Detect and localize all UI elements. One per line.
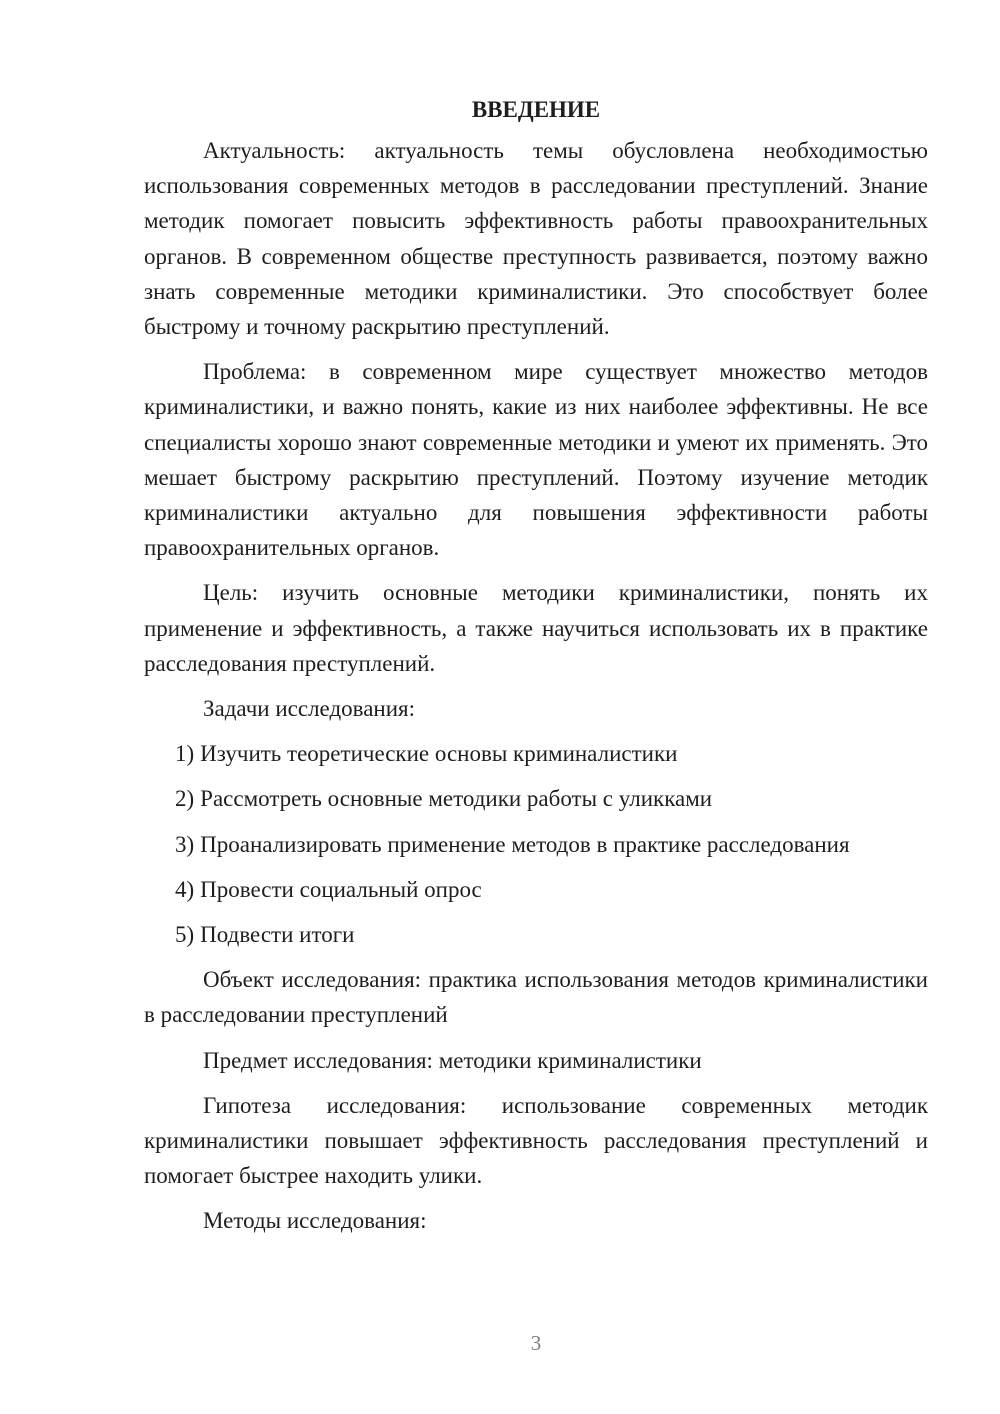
methods-heading: Методы исследования: — [203, 1208, 427, 1234]
task-text: Рассмотреть основные методики работы с уликками — [200, 786, 713, 812]
document-page — [144, 92, 928, 1239]
subject-paragraph: Предмет исследования: методики криминалистики — [203, 1047, 702, 1073]
task-number: 1) — [175, 741, 195, 767]
tasks-list — [144, 736, 928, 952]
list-item — [144, 872, 928, 907]
list-item — [144, 827, 928, 862]
object-paragraph: Объект исследования: практика использования методов криминалистики в расследовании преступлений — [144, 967, 928, 1028]
task-text: Провести социальный опрос — [200, 876, 482, 902]
task-text: Подвести итоги — [200, 922, 355, 948]
hypothesis-paragraph: Гипотеза исследования: использование современных методик криминалистики повышает эффективность расследования преступлений и помогает быстрее находить улики. — [144, 1092, 928, 1189]
page-number: 3 — [530, 1331, 542, 1355]
goal-paragraph: Цель: изучить основные методики криминалистики, понять их применение и эффективность, а также научиться использовать их в практике расследования преступлений. — [144, 580, 928, 676]
list-item — [144, 736, 928, 771]
task-number: 5) — [175, 922, 195, 948]
task-number: 2) — [175, 786, 195, 812]
task-text: Изучить теоретические основы криминалистики — [200, 741, 678, 767]
tasks-heading: Задачи исследования: — [203, 696, 416, 722]
task-text: Проанализировать применение методов в практике расследования — [200, 831, 850, 857]
problem-paragraph: Проблема: в современном мире существует множество методов криминалистики, и важно понять, какие из них наиболее эффективны. Не все специалисты хорошо знают современные методики и умеют их применять. Это мешает быстрому раскрытию преступлений. Поэтому изучение методик криминалистики актуально для повышения эффективности работы правоохранительных органов. — [144, 359, 928, 561]
list-item — [144, 917, 928, 952]
task-number: 4) — [175, 876, 195, 902]
list-item — [144, 781, 928, 816]
relevance-paragraph: Актуальность: актуальность темы обусловлена необходимостью использования современных методов в расследовании преступлений. Знание методик помогает повысить эффективность работы правоохранительных органов. В современном обществе преступность развивается, поэтому важно знать современные методики криминалистики. Это способствует более быстрому и точному раскрытию преступлений. — [144, 138, 928, 340]
section-heading: ВВЕДЕНИЕ — [471, 97, 601, 122]
task-number: 3) — [175, 831, 195, 857]
